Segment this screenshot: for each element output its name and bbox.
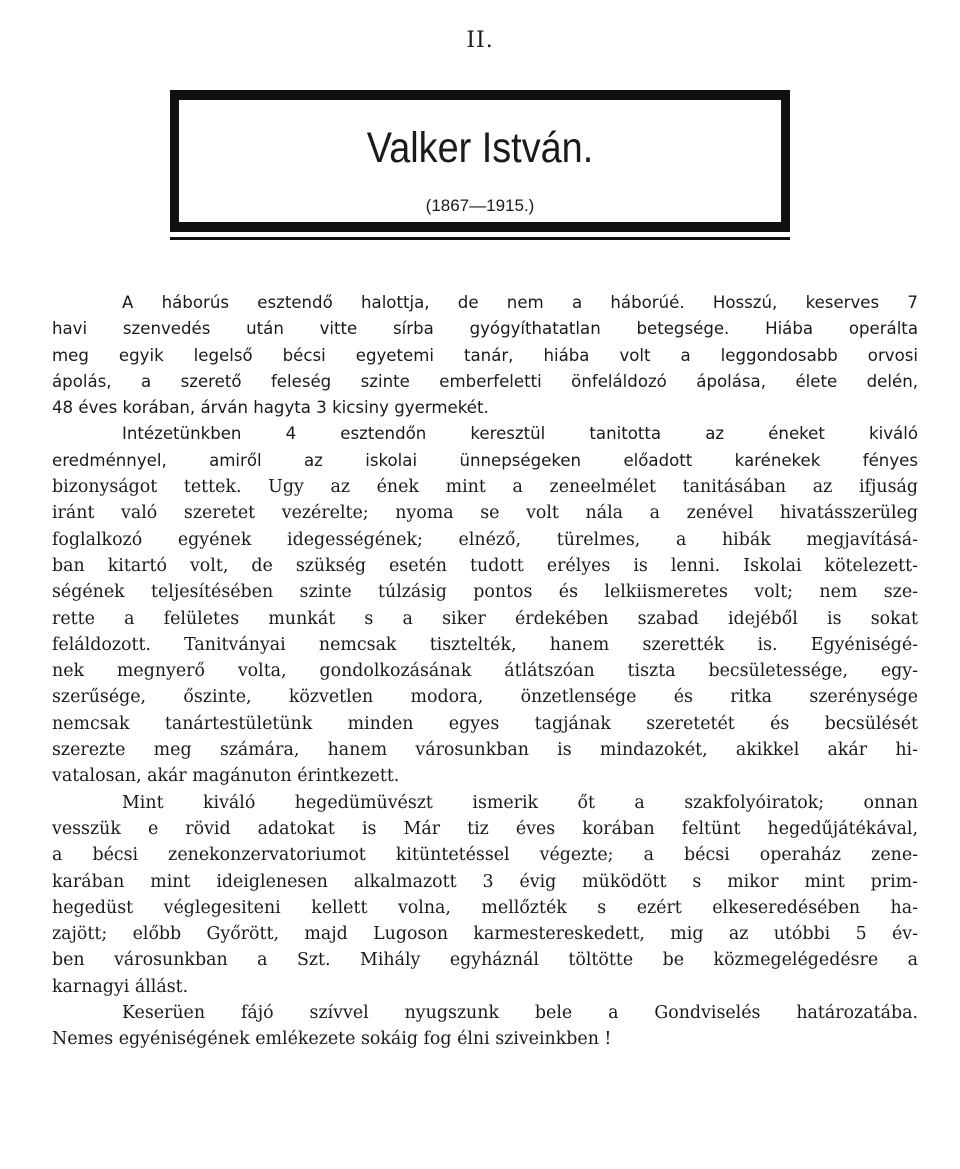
body-line: A háborús esztendő halottja, de nem a háborúé. Hosszú, keserves 7: [122, 293, 918, 312]
body-line: Intézetünkben 4 esztendőn keresztül tanitotta az éneket kiváló: [122, 424, 918, 444]
body-line: ban kitartó volt, de szükség esetén tudott erélyes is lenni. Iskolai kötelezett-: [52, 555, 918, 576]
body-line: nemcsak tanártestületünk minden egyes tagjának szeretetét és becsülését: [52, 713, 918, 734]
body-line: feláldozott. Tanitványai nemcsak tisztelték, hanem szerették is. Egyéniségé-: [52, 634, 918, 655]
body-line: szerűsége, őszinte, közvetlen modora, önzetlensége és ritka szerénysége: [52, 687, 918, 708]
body-line: bizonyságot tettek. Ugy az ének mint a zeneelmélet tanitásában az ifjuság: [52, 477, 918, 498]
body-line: ápolás, a szerető feleség szinte emberfeletti önfeláldozó ápolása, élete delén,: [52, 371, 918, 391]
body-line: ben városunkban a Szt. Mihály egyháznál töltötte be közmegelégedésre a: [52, 950, 918, 971]
body-line: szerezte meg számára, hanem városunkban is mindazokét, akikkel akár hi-: [52, 740, 918, 761]
body-line: rette a felületes munkát s a siker érdekében szabad idejéből is sokat: [52, 608, 918, 629]
obituary-years: (1867—1915.): [425, 196, 535, 215]
body-line: zajött; előbb Győrött, majd Lugoson karmestereskedett, mig az utóbbi 5 év-: [52, 924, 918, 945]
body-line: vatalosan, akár magánuton érintkezett.: [52, 766, 400, 787]
page-number: II.: [466, 28, 494, 53]
body-line: havi szenvedés után vitte sírba gyógyíthatatlan betegsége. Hiába operálta: [52, 319, 918, 339]
body-line: foglalkozó egyének idegességének; elnéző, türelmes, a hibák megjavításá-: [52, 529, 918, 550]
body-line: vesszük e rövid adatokat is Már tiz éves korában feltünt hegedűjátékával,: [52, 818, 918, 839]
body-line: ségének teljesítésében szinte túlzásig pontos és lelkiismeretes volt; nem sze-: [52, 582, 918, 603]
body-line: Mint kiváló hegedümüvészt ismerik őt a szakfolyóiratok; onnan: [122, 792, 918, 813]
body-line: nek megnyerő volta, gondolkozásának átlátszóan tiszta becsületessége, egy-: [52, 661, 918, 682]
title-frame: [170, 90, 790, 232]
body-line: hegedüst véglegesiteni kellett volna, mellőzték s ezért elkeseredésében ha-: [52, 897, 918, 918]
body-line: iránt való szeretet vezérelte; nyoma se volt nála a zenével hivatásszerüleg: [52, 503, 918, 524]
body-line: Keserüen fájó szívvel nyugszunk bele a Gondviselés határozatába.: [122, 1003, 918, 1024]
body-line: karnagyi állást.: [52, 976, 189, 997]
obituary-title: Valker István.: [366, 124, 594, 172]
body-line: karában mint ideiglenesen alkalmazott 3 évig müködött s mikor mint prim-: [52, 871, 918, 892]
body-line: 48 éves korában, árván hagyta 3 kicsiny gyermekét.: [52, 398, 489, 418]
body-line: Nemes egyéniségének emlékezete sokáig fog élni sziveinkben !: [52, 1029, 612, 1050]
body-line: eredménnyel, amiről az iskolai ünnepségeken előadott karénekek fényes: [52, 450, 918, 470]
obituary-body: [52, 290, 918, 1053]
body-line: meg egyik legelső bécsi egyetemi tanár, hiába volt a leggondosabb orvosi: [52, 345, 918, 365]
body-line: a bécsi zenekonzervatoriumot kitüntetéssel végezte; a bécsi operaház zene-: [52, 845, 918, 866]
